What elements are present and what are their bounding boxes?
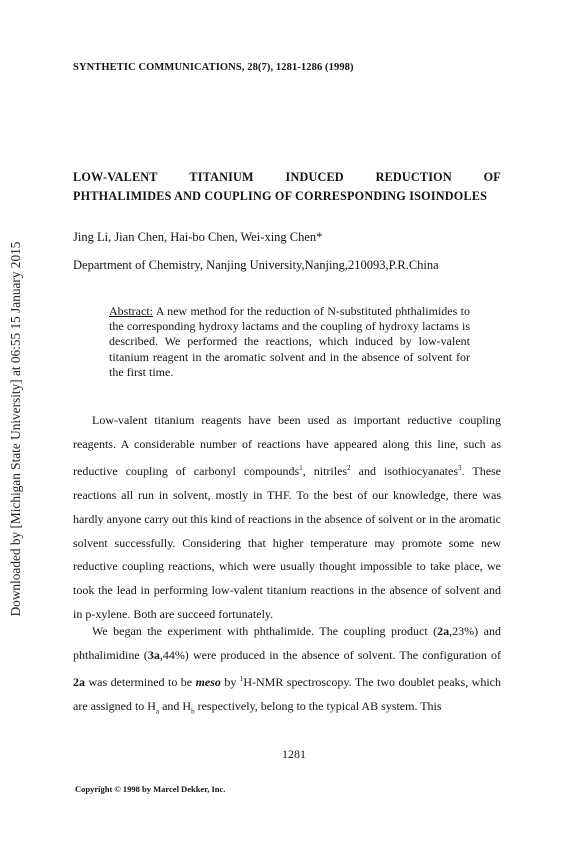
- citation-ref: 1: [299, 463, 303, 472]
- page-number: 1281: [282, 747, 306, 761]
- copyright-notice: Copyright © 1998 by Marcel Dekker, Inc.: [75, 784, 226, 794]
- compound-label: 2a: [73, 674, 85, 689]
- title-word: LOW-VALENT: [73, 170, 158, 184]
- body-text: , nitriles: [302, 463, 348, 478]
- article-title-line-1: [73, 170, 501, 185]
- body-text: H-NMR spectroscopy. The two doublet peaks, which are assigned to H: [73, 674, 501, 713]
- title-word: OF: [483, 170, 501, 184]
- affiliation: Department of Chemistry, Nanjing University,Nanjing,210093,P.R.China: [73, 258, 439, 272]
- journal-header: SYNTHETIC COMMUNICATIONS, 28(7), 1281-1286 (1998): [73, 62, 354, 73]
- isotope-superscript: 1: [239, 674, 244, 683]
- body-paragraph-1: [73, 409, 501, 627]
- body-text: We began the experiment with phthalimide. The coupling product (: [92, 624, 438, 638]
- body-text: was determined to be: [85, 674, 196, 689]
- compound-label: 2a: [437, 624, 450, 638]
- body-text: respectively, belong to the typical AB system. This: [194, 698, 442, 713]
- abstract: [109, 304, 470, 380]
- citation-ref: 3: [458, 463, 462, 472]
- download-watermark: Downloaded by [Michigan State University] at 06:55 15 January 2015: [8, 241, 23, 617]
- body-text: by: [220, 674, 240, 689]
- body-text: ,44%) were produced in the absence of solvent. The configuration of: [159, 647, 501, 662]
- body-text: Low-valent titanium reagents have been used as important reductive coupling reagents. A considerable number of reactions have appeared along this line, such as reductive coupling of carbonyl compounds: [73, 413, 501, 478]
- stereo-term: meso: [195, 674, 221, 689]
- abstract-text: A new method for the reduction of N-substituted phthalimides to the corresponding hydroxy lactams and the coupling of hydroxy lactams is described. We performed the reactions, which induced by low-valent titanium reagent in the aromatic solvent and in the absence of solvent for the first time.: [109, 304, 470, 379]
- compound-label: 3a: [147, 647, 160, 662]
- title-word: INDUCED: [285, 170, 344, 184]
- abstract-label: Abstract:: [109, 304, 153, 318]
- proton-subscript: a: [155, 707, 160, 716]
- title-word: TITANIUM: [189, 170, 254, 184]
- article-title-line-2: PHTHALIMIDES AND COUPLING OF CORRESPONDING ISOINDOLES: [73, 189, 488, 203]
- body-text: ,23%) and phthalimidine (: [73, 624, 501, 662]
- citation-ref: 2: [347, 463, 351, 472]
- body-text: and isothiocyanates: [350, 463, 459, 478]
- body-text: and H: [159, 698, 192, 713]
- body-paragraph-2: [73, 620, 501, 724]
- author-list: Jing Li, Jian Chen, Hai-bo Chen, Wei-xing Chen*: [73, 230, 323, 244]
- title-word: REDUCTION: [375, 170, 452, 184]
- proton-subscript: b: [191, 707, 195, 716]
- body-text: . These reactions all run in solvent, mostly in THF. To the best of our knowledge, there was hardly anyone carry out this kind of reactions in the absence of solvent or in the aromatic solvent successfully. Considering that higher temperature may promote some new reductive coupling reactions, which were usually thought impossible to take place, we took the lead in performing low-valent titanium reactions in the absence of solvent and in p-xylene. Both are succeed fortunately.: [73, 463, 502, 622]
